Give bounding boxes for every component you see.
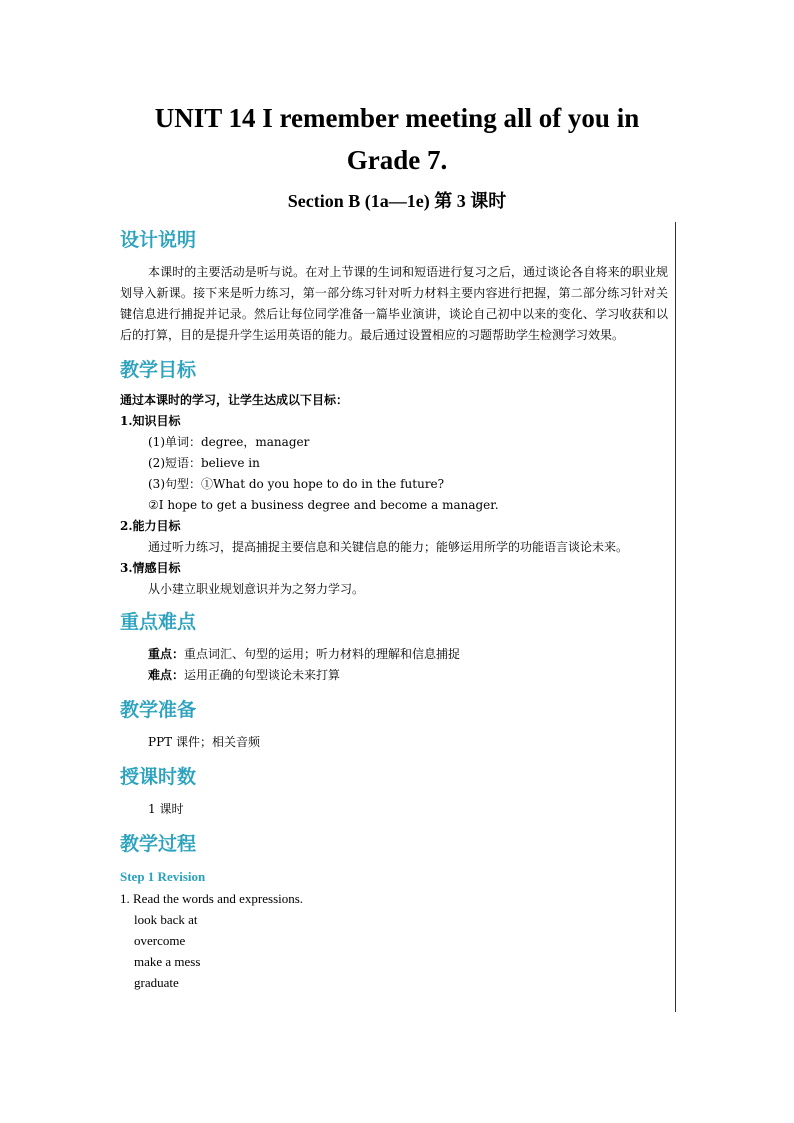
subtitle: Section B (1a—1e) 第 3 课时 (287, 191, 507, 211)
knowledge-goal-sentence-2: ②I hope to get a business degree and become a manager. (148, 498, 499, 512)
process-heading: 教学过程 (120, 833, 197, 855)
prep-text: PPT 课件；相关音频 (148, 735, 260, 749)
key-point-label: 重点： (148, 647, 185, 661)
title-line-2: Grade 7. (346, 145, 448, 175)
knowledge-goal-words: (1)单词：degree，manager (148, 435, 310, 449)
word-item: look back at (134, 912, 198, 927)
right-margin-rule (675, 222, 676, 1012)
emotion-goal-text: 从小建立职业规划意识并为之努力学习。 (148, 582, 365, 596)
hours-text: 1 课时 (148, 802, 184, 816)
hours-heading: 授课时数 (120, 766, 197, 788)
content (120, 226, 668, 993)
design-text: 本课时的主要活动是听与说。在对上节课的生词和短语进行复习之后，通过谈论各自将来的职业规划导入新课。接下来是听力练习，第一部分练习针对听力材料主要内容进行把握，第二部分练习针对关键信息进行捕捉并记录。然后让每位同学准备一篇毕业演讲，谈论自己初中以来的变化、学习收获和以后的打算，目的是提升学生运用英语的能力。最后通过设置相应的习题帮助学生检测学习效果。 (120, 265, 668, 342)
key-point (120, 644, 668, 665)
ability-goal-title: 2.能力目标 (120, 519, 181, 533)
difficult-point-label: 难点： (148, 668, 185, 682)
difficult-point-text: 运用正确的句型谈论未来打算 (184, 668, 341, 682)
ability-goal-text: 通过听力练习，提高捕捉主要信息和关键信息的能力；能够运用所学的功能语言谈论未来。 (148, 540, 629, 554)
goals-heading: 教学目标 (120, 359, 197, 381)
design-heading: 设计说明 (120, 229, 197, 251)
step-1-title: Step 1 Revision (120, 869, 206, 884)
word-item: make a mess (134, 954, 201, 969)
prep-heading: 教学准备 (120, 699, 197, 721)
knowledge-goal-phrases: (2)短语：believe in (148, 456, 260, 470)
difficult-point (120, 665, 668, 686)
emotion-goal-title: 3.情感目标 (120, 561, 181, 575)
title-line-1: UNIT 14 I remember meeting all of you in (154, 103, 640, 133)
goals-intro: 通过本课时的学习，让学生达成以下目标： (120, 393, 349, 407)
knowledge-goal-sentence-1: (3)句型：①What do you hope to do in the future? (148, 477, 445, 491)
key-heading: 重点难点 (120, 611, 197, 633)
key-point-text: 重点词汇、句型的运用；听力材料的理解和信息捕捉 (184, 647, 461, 661)
knowledge-goal-title: 1.知识目标 (120, 414, 181, 428)
word-item: graduate (134, 975, 179, 990)
step-1-item-1: 1. Read the words and expressions. (120, 891, 304, 906)
word-item: overcome (134, 933, 186, 948)
